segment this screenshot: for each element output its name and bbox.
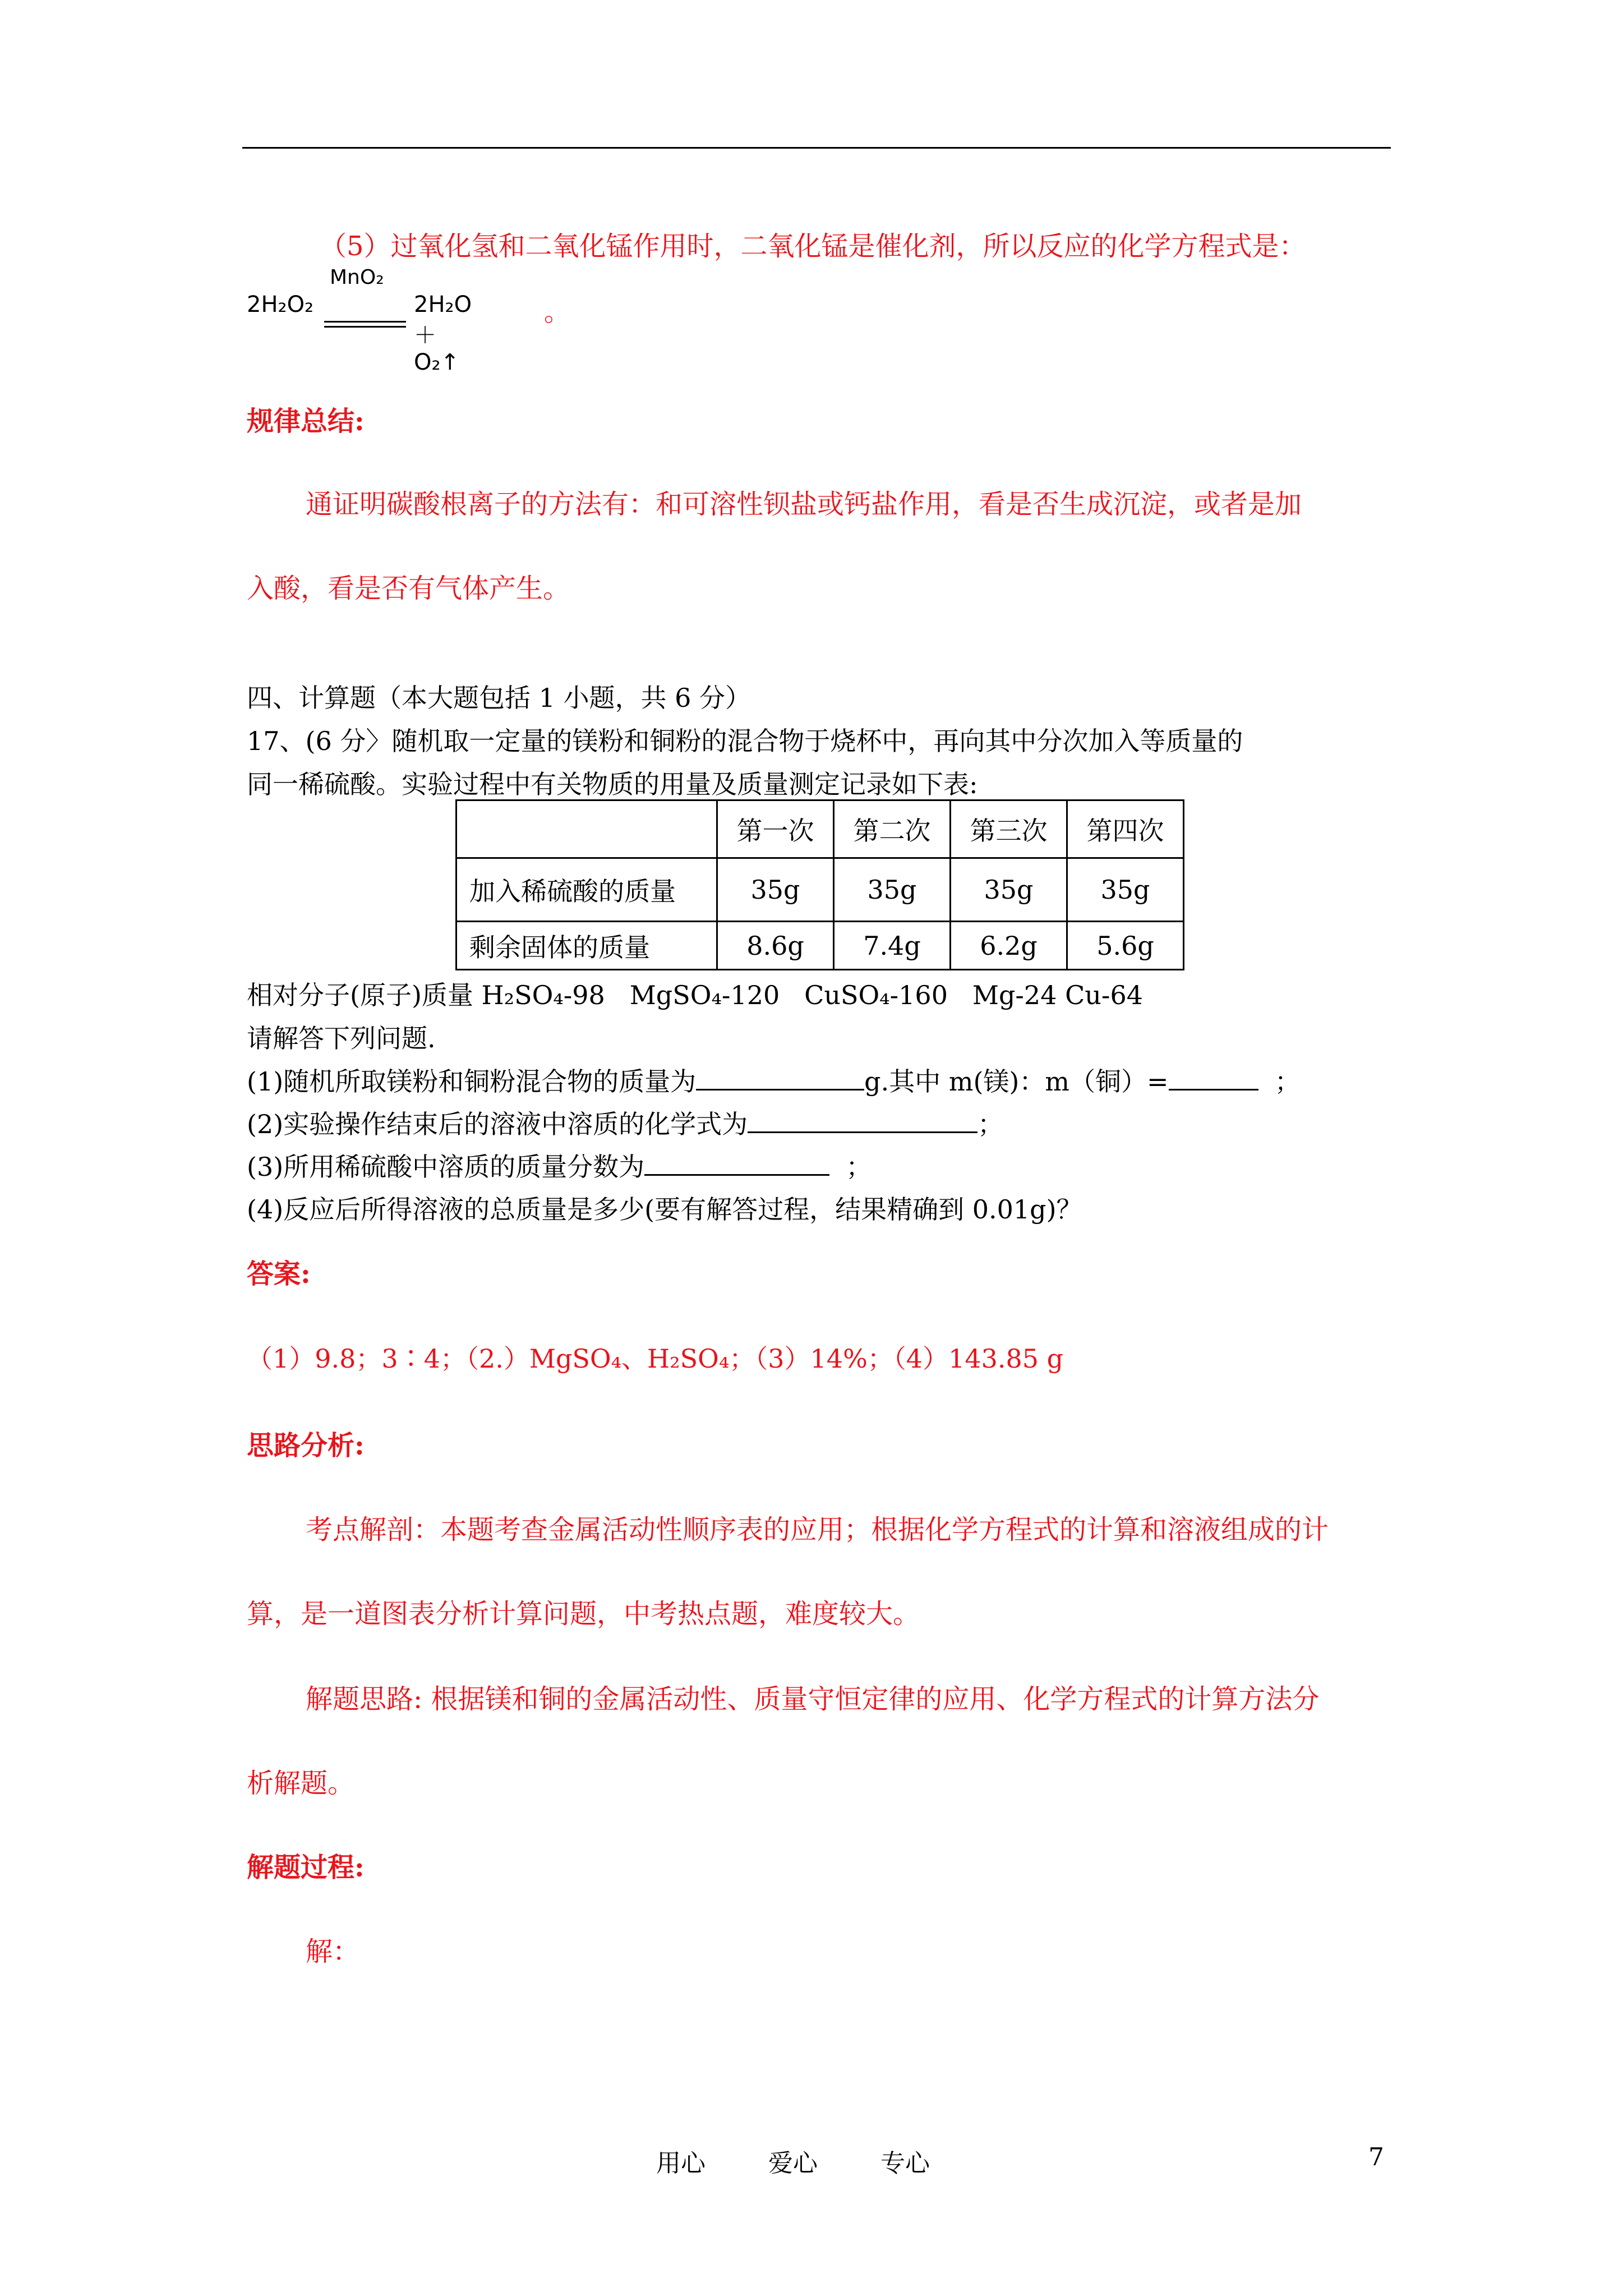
- table-row: [457, 858, 1184, 922]
- table-row: [457, 922, 1184, 970]
- solution-heading: 解题过程:: [247, 1852, 365, 1883]
- rule-summary-line1: 通证明碳酸根离子的方法有：和可溶性钡盐或钙盐作用，看是否生成沉淀，或者是加: [306, 489, 1302, 520]
- molar-cu: Cu-64: [1065, 980, 1143, 1010]
- section5-text: （5）过氧化氢和二氧化锰作用时，二氧化锰是催化剂，所以反应的化学方程式是：: [320, 231, 1306, 262]
- table-col-header: 第一次: [717, 800, 834, 858]
- analysis-p1-line1: 考点解剖：本题考查金属活动性顺序表的应用；根据化学方程式的计算和溶液组成的计: [306, 1514, 1329, 1545]
- q1-text-c: ；: [1274, 1066, 1301, 1097]
- question-2: [247, 1104, 1003, 1141]
- equation-left: 2H₂O₂: [247, 292, 314, 318]
- rule-summary-line2: 入酸，看是否有气体产生。: [247, 573, 570, 604]
- footer-word-1: 用心: [656, 2149, 706, 2178]
- q1-blank-mass[interactable]: [696, 1066, 864, 1091]
- equation-bar-top: [324, 321, 406, 323]
- analysis-p1-line2: 算，是一道图表分析计算问题，中考热点题，难度较大。: [247, 1598, 920, 1630]
- table-row-label: 加入稀硫酸的质量: [457, 858, 717, 922]
- molar-mgso4: MgSO₄-120: [629, 980, 780, 1010]
- table-col-header: 第四次: [1067, 800, 1184, 858]
- q3-text-a: (3)所用稀硫酸中溶质的质量分数为: [247, 1152, 645, 1182]
- analysis-p2-line2: 析解题。: [247, 1768, 355, 1799]
- molar-mg: Mg-24: [972, 980, 1057, 1010]
- experiment-table: [455, 799, 1184, 970]
- table-cell: 5.6g: [1067, 922, 1184, 970]
- equation-bar-bottom: [324, 326, 406, 328]
- q1-text-b: g.其中 m(镁)：m（铜）=: [864, 1066, 1169, 1097]
- analysis-heading: 思路分析:: [247, 1430, 365, 1461]
- table-cell: 35g: [834, 858, 951, 922]
- q2-text-b: ；: [978, 1109, 1004, 1139]
- q1-text-a: (1)随机所取镁粉和铜粉混合物的质量为: [247, 1066, 697, 1097]
- footer-word-2: 爱心: [768, 2149, 818, 2178]
- answer-heading: 答案:: [247, 1258, 311, 1290]
- answer-text: （1）9.8；3∶4；（2.）MgSO₄、H₂SO₄；（3）14%；（4）143.85 g: [247, 1343, 1064, 1374]
- q2-text-a: (2)实验操作结束后的溶液中溶质的化学式为: [247, 1109, 748, 1139]
- q3-blank[interactable]: [644, 1152, 829, 1176]
- solution-start: 解：: [306, 1936, 360, 1967]
- q2-blank[interactable]: [748, 1109, 978, 1133]
- table-header-row: [457, 800, 1184, 858]
- table-cell: 35g: [717, 858, 834, 922]
- footer-word-3: 专心: [880, 2149, 930, 2178]
- header-rule: [242, 147, 1391, 149]
- questions-intro: 请解答下列问题.: [247, 1023, 436, 1053]
- q17-line1: 17、(6 分〉随机取一定量的镁粉和铜粉的混合物于烧杯中，再向其中分次加入等质量的: [247, 726, 1243, 756]
- table-cell: 6.2g: [951, 922, 1067, 970]
- molar-h2so4: H₂SO₄-98: [481, 980, 605, 1010]
- section4-heading: 四、计算题（本大题包括 1 小题，共 6 分）: [247, 683, 751, 713]
- table-col-header: 第二次: [834, 800, 951, 858]
- q17-line2: 同一稀硫酸。实验过程中有关物质的用量及质量测定记录如下表:: [247, 769, 978, 799]
- table-cell: 35g: [951, 858, 1067, 922]
- question-4: (4)反应后所得溶液的总质量是多少(要有解答过程，结果精确到 0.01g)？: [247, 1194, 1082, 1225]
- table-cell: 7.4g: [834, 922, 951, 970]
- page-number: 7: [1368, 2143, 1384, 2171]
- equation-catalyst: MnO₂: [330, 266, 384, 289]
- molar-prefix: 相对分子(原子)质量: [247, 980, 482, 1010]
- chemical-equation: [247, 266, 570, 375]
- analysis-p2-line1: 解题思路: 根据镁和铜的金属活动性、质量守恒定律的应用、化学方程式的计算方法分: [306, 1683, 1320, 1715]
- table-cell: 35g: [1067, 858, 1184, 922]
- table-col-header: 第三次: [951, 800, 1067, 858]
- molar-mass-line: [247, 975, 1143, 1012]
- equation-right: 2H₂O＋O₂↑: [414, 292, 472, 375]
- table-row-label: 剩余固体的质量: [457, 922, 717, 970]
- molar-cuso4: CuSO₄-160: [804, 980, 948, 1010]
- q1-blank-ratio[interactable]: [1169, 1066, 1258, 1091]
- question-1: [247, 1061, 1301, 1098]
- question-3: [247, 1147, 872, 1184]
- table-corner: [457, 800, 717, 858]
- rule-summary-heading: 规律总结:: [247, 406, 365, 437]
- q3-text-b: ；: [846, 1152, 872, 1182]
- table-cell: 8.6g: [717, 922, 834, 970]
- equation-end: 。: [544, 297, 570, 327]
